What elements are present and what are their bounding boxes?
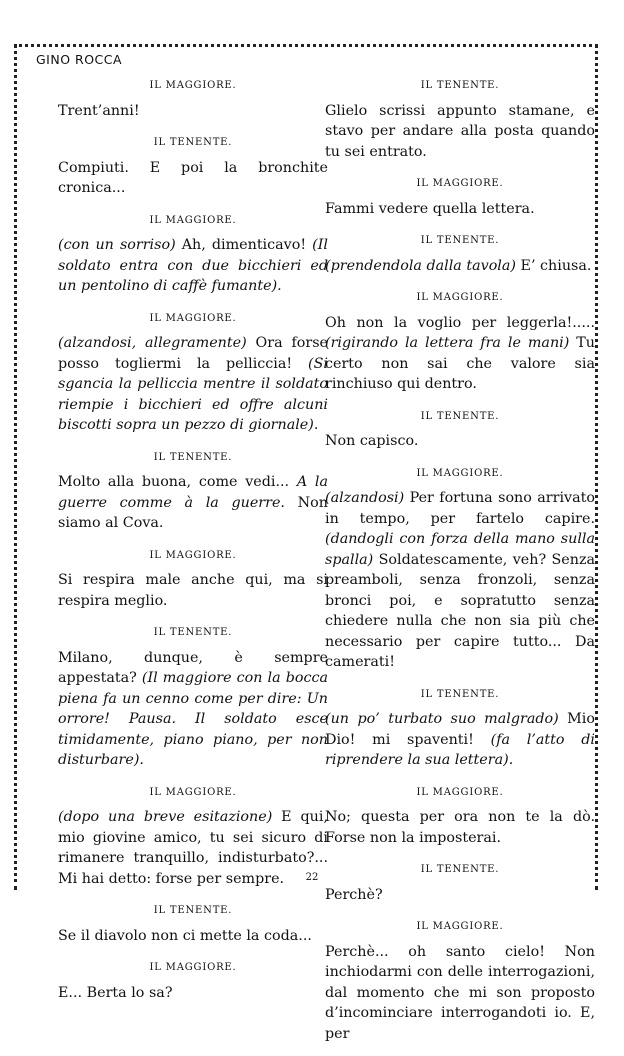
dialogue-text: Soldatescamente, veh? Senza preamboli, senza fronzoli, senza bronci poi, e sopratutto senza chiedere nulla che non sia più che necessario per capire tutto... Da camerati! xyxy=(325,551,595,670)
dialogue-line xyxy=(325,313,595,395)
stage-direction: (alzandosi, allegramente) xyxy=(58,335,247,351)
dialogue-line xyxy=(58,333,328,436)
stage-direction: (Il maggiore con la bocca piena fa un cenno come per dire: Un orrore! Pausa. Il soldato esce timidamente, piano piano, per non disturbare). xyxy=(58,670,328,768)
dialogue-text: Tu certo non sai che valore sia rinchiuso qui dentro. xyxy=(325,335,595,392)
stage-direction: (dandogli con forza della mano sulla spalla) xyxy=(325,531,595,568)
speaker-label: IL TENENTE. xyxy=(153,137,233,148)
stage-direction: (con un sorriso) xyxy=(58,237,176,253)
dialogue-text: Oh non la voglio per leggerla!..... xyxy=(325,314,595,331)
dialogue-line xyxy=(325,199,595,220)
stage-direction: (dopo una breve esitazione) xyxy=(58,809,273,825)
dialogue-text: Mio Dio! mi spaventi! xyxy=(325,711,595,748)
dialogue-text: Perchè? xyxy=(325,886,383,903)
dialogue-line xyxy=(58,570,328,611)
stage-direction: A la guerre comme à la guerre. xyxy=(58,474,329,511)
dialogue-line xyxy=(325,488,595,673)
dialogue-line xyxy=(58,472,328,534)
speaker-label: IL TENENTE. xyxy=(420,410,500,422)
dialogue-text: Glielo scrissi appunto stamane, e stavo per andare alla posta quando tu sei entrato. xyxy=(325,102,595,160)
dialogue-text: Milano, dunque, è sempre appestata? xyxy=(58,649,328,686)
dialogue-text: Perchè... oh santo cielo! Non inchiodarmi con delle interrogazioni, dal momento che mi son proposto d’incominciare interrogandoti io. E, per xyxy=(325,943,595,1042)
dialogue-text: No; questa per ora non te la dò. Forse non la imposterai. xyxy=(325,809,595,846)
speaker-label: IL TENENTE. xyxy=(420,80,500,91)
speaker-label: IL MAGGIORE. xyxy=(416,786,504,798)
stage-direction: (rigirando la lettera fra le mani) xyxy=(325,335,570,351)
dialogue-text: Trent’anni! xyxy=(58,102,140,119)
dialogue-text: Non siamo al Cova. xyxy=(58,494,328,531)
dialogue-text: Fammi vedere quella lettera. xyxy=(325,200,535,217)
speaker-label: IL MAGGIORE. xyxy=(149,312,237,324)
dialogue-text: Se il diavolo non ci mette la coda... xyxy=(58,927,312,944)
dialogue-line xyxy=(325,256,595,277)
stage-direction: (fa l’atto di riprendere la sua lettera). xyxy=(325,731,595,768)
dialogue-text: Per fortuna sono arrivato in tempo, per fartelo capire. xyxy=(325,490,595,527)
dialogue-text: Non capisco. xyxy=(325,433,419,449)
dialogue-line xyxy=(325,942,595,1045)
dialogue-text: Ora forse posso togliermi la pelliccia! xyxy=(58,335,328,372)
dialogue-line xyxy=(58,983,328,1004)
dialogue-text: Compiuti. E poi la bronchite cronica... xyxy=(58,159,328,196)
speaker-label: IL TENENTE. xyxy=(153,905,233,916)
dialogue-line xyxy=(325,885,595,906)
dialogue-text: Ah, dimenticavo! xyxy=(175,237,313,253)
dialogue-line xyxy=(58,235,328,297)
speaker-label: IL TENENTE. xyxy=(420,864,500,875)
page-number: 22 xyxy=(305,872,319,883)
speaker-label: IL MAGGIORE. xyxy=(149,962,237,973)
dialogue-text: E qui, mio giovine amico, tu sei sicuro di rimanere tranquillo, indisturbato?... Mi hai detto: forse per sempre. xyxy=(58,809,328,887)
dialogue-line xyxy=(325,807,595,848)
dialogue-text: E... Berta lo sa? xyxy=(58,984,173,1001)
dialogue-line xyxy=(325,709,595,771)
dialogue-line xyxy=(58,926,328,947)
speaker-label: IL TENENTE. xyxy=(420,235,500,246)
dialogue-line xyxy=(58,648,328,771)
speaker-label: IL MAGGIORE. xyxy=(416,178,504,189)
speaker-label: IL MAGGIORE. xyxy=(416,292,504,303)
speaker-label: IL MAGGIORE. xyxy=(149,786,237,798)
dialogue-line xyxy=(58,101,328,122)
stage-direction: (alzandosi) xyxy=(325,490,405,506)
speaker-label: IL TENENTE. xyxy=(153,627,233,638)
speaker-label: IL MAGGIORE. xyxy=(149,214,237,226)
stage-direction: (un po’ turbato suo malgrado) xyxy=(325,711,559,727)
stage-direction: (prendendola dalla tavola) xyxy=(325,257,516,274)
dialogue-text: E’ chiusa. xyxy=(515,257,592,274)
speaker-label: IL MAGGIORE. xyxy=(416,467,504,479)
speaker-label: IL MAGGIORE. xyxy=(416,921,504,932)
dialogue-text: Si respira male anche qui, ma si respira meglio. xyxy=(58,572,328,609)
speaker-label: IL MAGGIORE. xyxy=(149,549,237,561)
right-column xyxy=(325,76,595,1056)
speaker-label: IL TENENTE. xyxy=(153,451,233,463)
dialogue-line xyxy=(58,158,328,199)
speaker-label: IL TENENTE. xyxy=(420,688,500,700)
dialogue-line xyxy=(325,101,595,163)
speaker-label: IL MAGGIORE. xyxy=(149,80,237,91)
stage-direction: (Si sgancia la pelliccia mentre il soldato riempie i bicchieri ed offre alcuni biscotti sopra un pezzo di giornale). xyxy=(58,355,328,433)
running-header-author: GINO ROCCA xyxy=(32,52,126,67)
dialogue-line xyxy=(325,431,595,452)
stage-direction: (Il soldato entra con due bicchieri ed un pentolino di caffè fumante). xyxy=(58,237,328,294)
dialogue-text: Molto alla buona, come vedi... xyxy=(58,474,297,490)
